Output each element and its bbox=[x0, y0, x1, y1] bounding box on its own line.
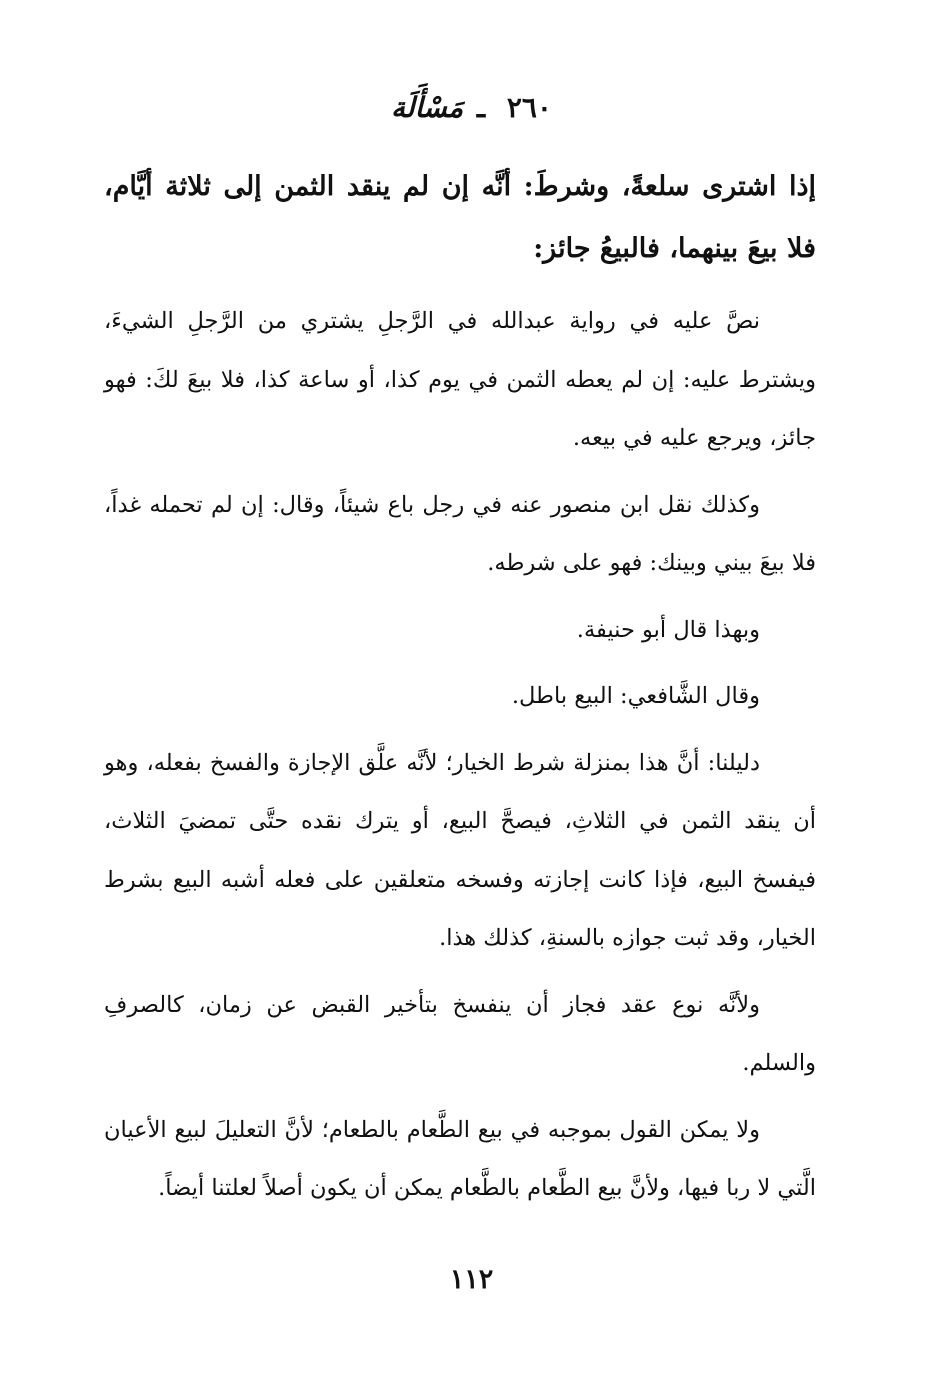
paragraph-4: وقال الشَّافعي: البيع باطل. bbox=[511, 683, 760, 709]
paragraph-3: وبهذا قال أبو حنيفة. bbox=[576, 616, 760, 643]
page-header bbox=[0, 88, 943, 128]
body-text bbox=[104, 292, 816, 1226]
paragraph-7: ولا يمكن القول بموجبه في بيع الطَّعام بالطعام؛ لأنَّ التعليلَ لبيع الأعيان الَّتي لا ربا فيها، ولأنَّ بيع الطَّعام بالطَّعام يمكن أن يكون أصلاً لعلتنا أيضاً. bbox=[104, 1116, 816, 1201]
paragraph-6: ولأنَّه نوع عقد فجاز أن ينفسخ بتأخير القبض عن زمان، كالصرفِ والسلم. bbox=[104, 991, 816, 1076]
paragraph-5: دليلنا: أنَّ هذا بمنزلة شرط الخيار؛ لأنَّه علَّق الإجازة والفسخ بفعله، وهو أن ينقد الثمن في الثلاثِ، فيصحَّ البيع، أو يترك نقده حتَّى تمضيَ الثلاث، فيفسخ البيع، فإذا كانت إجازته وفسخه متعلقين على فعله أشبه البيع بشرط الخيار، وقد ثبت جوازه بالسنةِ، كذلك هذا. bbox=[104, 749, 816, 951]
issue-heading: إذا اشترى سلعةً، وشرطَ: أنَّه إن لم ينقد الثمن إلى ثلاثة أيَّام، فلا بيعَ بينهما، فالبيعُ جائز: bbox=[104, 171, 816, 264]
page-number: ١١٢ bbox=[449, 1264, 494, 1295]
header-separator: ـ bbox=[476, 91, 486, 124]
paragraph-1: نصَّ عليه في رواية عبدالله في الرَّجلِ يشتري من الرَّجلِ الشيءَ، ويشترط عليه: إن لم يعطه الثمن في يوم كذا، أو ساعة كذا، فلا بيعَ لكَ: فهو جائز، ويرجع عليه في بيعه. bbox=[104, 308, 816, 451]
issue-number: ٢٦٠ bbox=[506, 91, 552, 124]
paragraph-2: وكذلك نقل ابن منصور عنه في رجل باع شيئاً، وقال: إن لم تحمله غداً، فلا بيعَ بيني وبينك: فهو على شرطه. bbox=[104, 491, 816, 576]
header-title: مَسْأَلَة bbox=[391, 91, 464, 124]
